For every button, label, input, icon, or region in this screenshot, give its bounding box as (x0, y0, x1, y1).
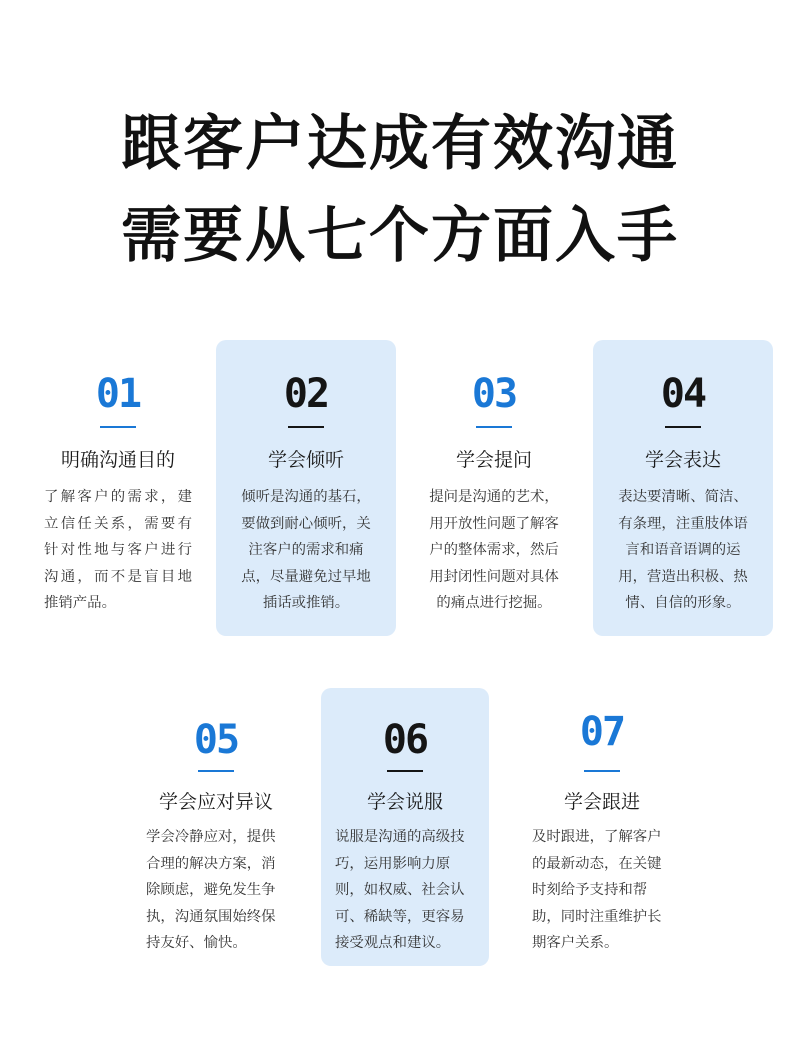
body-line: 言和语音语调的运 (625, 542, 741, 558)
card-heading: 学会倾听 (267, 449, 344, 471)
card-body (420, 484, 568, 617)
body-line: 持友好、愉快。 (146, 935, 247, 951)
body-line: 表达要清晰、简洁、 (618, 489, 748, 505)
body-line: 接受观点和建议。 (335, 935, 451, 951)
body-line: 了解客户的需求，建 (44, 489, 192, 505)
card-body (44, 484, 192, 617)
card-01 (28, 340, 208, 636)
body-line: 用封闭性问题对具体 (429, 568, 559, 585)
body-line: 立信任关系，需要有 (44, 515, 192, 532)
body-line: 的最新动态，在关键 (532, 855, 662, 872)
body-line: 注客户的需求和痛 (248, 542, 364, 558)
card-heading: 明确沟通目的 (60, 449, 175, 471)
body-line: 插话或推销。 (262, 595, 350, 611)
body-line: 助，同时注重维护长 (532, 908, 662, 925)
body-line: 及时跟进，了解客户 (532, 829, 662, 845)
body-line: 则，如权威、社会认 (335, 882, 465, 898)
card-body (335, 824, 483, 957)
card-number: 05 (193, 717, 239, 763)
divider (100, 426, 136, 428)
card-04 (593, 340, 773, 636)
card-03 (404, 340, 584, 636)
card-number: 04 (660, 371, 706, 417)
card-number: 02 (283, 371, 329, 417)
body-line: 的痛点进行挖掘。 (436, 595, 552, 611)
card-heading: 学会跟进 (563, 791, 640, 813)
body-line: 时刻给予支持和帮 (532, 882, 648, 898)
body-line: 情、自信的形象。 (625, 595, 741, 611)
title-line-1: 跟客户达成有效沟通 (121, 109, 679, 179)
body-line: 合理的解决方案，消 (146, 855, 276, 872)
card-body (146, 824, 296, 957)
card-heading: 学会提问 (455, 449, 532, 471)
body-line: 要做到耐心倾听，关 (241, 515, 371, 532)
body-line: 户的整体需求，然后 (429, 542, 559, 558)
card-06 (321, 688, 489, 966)
body-line: 针对性地与客户进行 (44, 542, 192, 558)
body-line: 倾听是沟通的基石， (241, 489, 371, 505)
card-07 (512, 688, 692, 964)
card-number: 03 (471, 371, 517, 417)
card-heading: 学会说服 (366, 791, 443, 813)
title-line-2: 需要从七个方面入手 (121, 201, 679, 271)
page-title (0, 98, 800, 282)
card-05 (126, 688, 306, 964)
body-line: 执，沟通氛围始终保 (146, 908, 276, 925)
divider (584, 770, 620, 772)
card-02 (216, 340, 396, 636)
card-body (532, 824, 682, 957)
card-body (609, 484, 757, 617)
divider (665, 426, 701, 428)
body-line: 点，尽量避免过早地 (241, 568, 371, 585)
body-line: 说服是沟通的高级技 (335, 829, 465, 845)
body-line: 除顾虑，避免发生争 (146, 882, 276, 898)
body-line: 推销产品。 (44, 595, 116, 611)
divider (387, 770, 423, 772)
body-line: 用，营造出积极、热 (618, 568, 748, 585)
body-line: 用开放性问题了解客 (429, 515, 559, 532)
card-heading: 学会应对异议 (158, 791, 273, 813)
card-number: 07 (579, 709, 625, 755)
divider (198, 770, 234, 772)
body-line: 巧，运用影响力原 (335, 855, 451, 872)
card-body (232, 484, 380, 617)
divider (288, 426, 324, 428)
card-heading: 学会表达 (644, 449, 721, 471)
body-line: 沟通，而不是盲目地 (44, 568, 192, 585)
body-line: 学会冷静应对，提供 (146, 829, 276, 845)
card-number: 01 (95, 371, 141, 417)
body-line: 期客户关系。 (532, 935, 619, 951)
body-line: 可、稀缺等，更容易 (335, 908, 465, 925)
body-line: 提问是沟通的艺术， (429, 489, 559, 505)
card-number: 06 (382, 717, 428, 763)
body-line: 有条理，注重肢体语 (618, 515, 748, 532)
divider (476, 426, 512, 428)
